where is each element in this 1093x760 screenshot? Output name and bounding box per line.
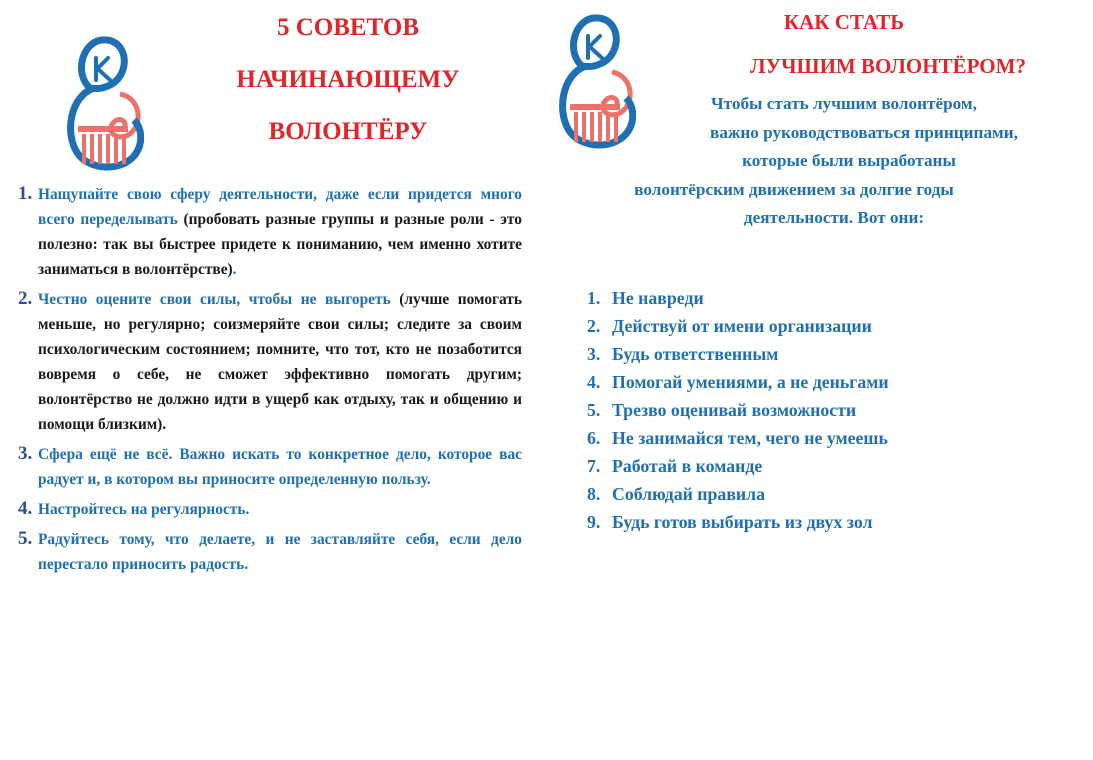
principle-number: 7. xyxy=(587,456,601,476)
right-title-line-2: ЛУЧШИМ ВОЛОНТЁРОМ? xyxy=(750,54,1026,78)
principle-item xyxy=(587,340,889,368)
tip-item xyxy=(18,497,522,522)
volunteer-logo-left xyxy=(60,36,144,174)
principle-text: Действуй от имени организации xyxy=(612,316,872,336)
principle-item xyxy=(587,508,889,536)
right-page-title xyxy=(718,0,1058,88)
tip-item xyxy=(18,182,522,282)
tip-number: 3. xyxy=(18,443,33,464)
principle-item xyxy=(587,368,889,396)
principle-item xyxy=(587,424,889,452)
tip-main-text: Радуйтесь тому, что делаете, и не заставляйте себя, если дело перестало приносить радость. xyxy=(38,531,522,573)
tip-number: 2. xyxy=(18,288,33,309)
intro-line: волонтёрским движением за долгие годы xyxy=(634,179,954,199)
principle-item xyxy=(587,452,889,480)
principle-item xyxy=(587,396,889,424)
principle-number: 3. xyxy=(587,344,601,364)
left-title-line-2: НАЧИНАЮЩЕМУ xyxy=(236,66,460,93)
principle-text: Будь ответственным xyxy=(612,344,779,364)
principle-item xyxy=(587,480,889,508)
tips-list xyxy=(18,182,522,582)
tip-main-text: Настройтесь на регулярность. xyxy=(38,501,250,518)
tip-tail: . xyxy=(232,261,237,278)
intro-paragraph xyxy=(614,90,1093,233)
intro-line: Чтобы стать лучшим волонтёром, xyxy=(711,94,977,113)
principle-number: 1. xyxy=(587,288,601,308)
tip-main-text: Нащупайте свою сферу деятельности, даже если придется много всего переделывать xyxy=(38,186,522,228)
principle-number: 2. xyxy=(587,316,601,336)
tip-note-text: (пробовать разные группы и разные роли - это полезно: так вы быстрее придете к пониманию, чем именно хотите заниматься в волонтёрстве) xyxy=(38,211,522,278)
principle-number: 9. xyxy=(587,512,601,532)
principle-item xyxy=(587,312,889,340)
principle-number: 4. xyxy=(587,372,601,392)
principle-text: Соблюдай правила xyxy=(612,484,766,504)
tip-number: 4. xyxy=(18,498,33,519)
tip-item xyxy=(18,442,522,492)
right-title-line-1: КАК СТАТЬ xyxy=(783,10,905,34)
intro-line: которые были выработаны xyxy=(742,151,956,170)
tip-item xyxy=(18,287,522,437)
tip-main-text: Честно оцените свои силы, чтобы не выгореть xyxy=(38,291,391,308)
tip-item xyxy=(18,527,522,577)
principle-text: Помогай умениями, а не деньгами xyxy=(612,372,889,392)
principle-item xyxy=(587,284,889,312)
principle-number: 8. xyxy=(587,484,601,504)
principle-text: Не навреди xyxy=(612,288,704,308)
tip-note-text: (лучше помогать меньше, но регулярно; соизмеряйте свои силы; следите за своим психологическим состоянием; помните, что тот, кто не позаботится вовремя о себе, не сможет эффективно помогать другим; волонтёрство не должно идти в ущерб как отдыху, так и общению и помощи близким) xyxy=(38,291,522,433)
principles-list xyxy=(587,284,889,536)
principle-text: Работай в команде xyxy=(612,456,763,476)
tip-number: 5. xyxy=(18,528,33,549)
left-title-line-3: ВОЛОНТЁРУ xyxy=(268,118,428,145)
principle-text: Не занимайся тем, чего не умеешь xyxy=(612,428,888,448)
intro-line: важно руководствоваться принципами, xyxy=(710,122,1018,142)
principle-text: Будь готов выбирать из двух зол xyxy=(612,512,873,532)
left-page-title xyxy=(210,2,486,158)
tip-number: 1. xyxy=(18,183,33,204)
tip-main-text: Сфера ещё не всё. Важно искать то конкретное дело, которое вас радует и, в котором вы приносите определенную пользу. xyxy=(38,446,522,488)
intro-line: деятельности. Вот они: xyxy=(743,208,925,227)
principle-number: 5. xyxy=(587,400,601,420)
principle-text: Трезво оценивай возможности xyxy=(612,400,857,420)
tip-tail: . xyxy=(162,416,167,433)
principle-number: 6. xyxy=(587,428,601,448)
left-title-line-1: 5 СОВЕТОВ xyxy=(276,14,420,41)
